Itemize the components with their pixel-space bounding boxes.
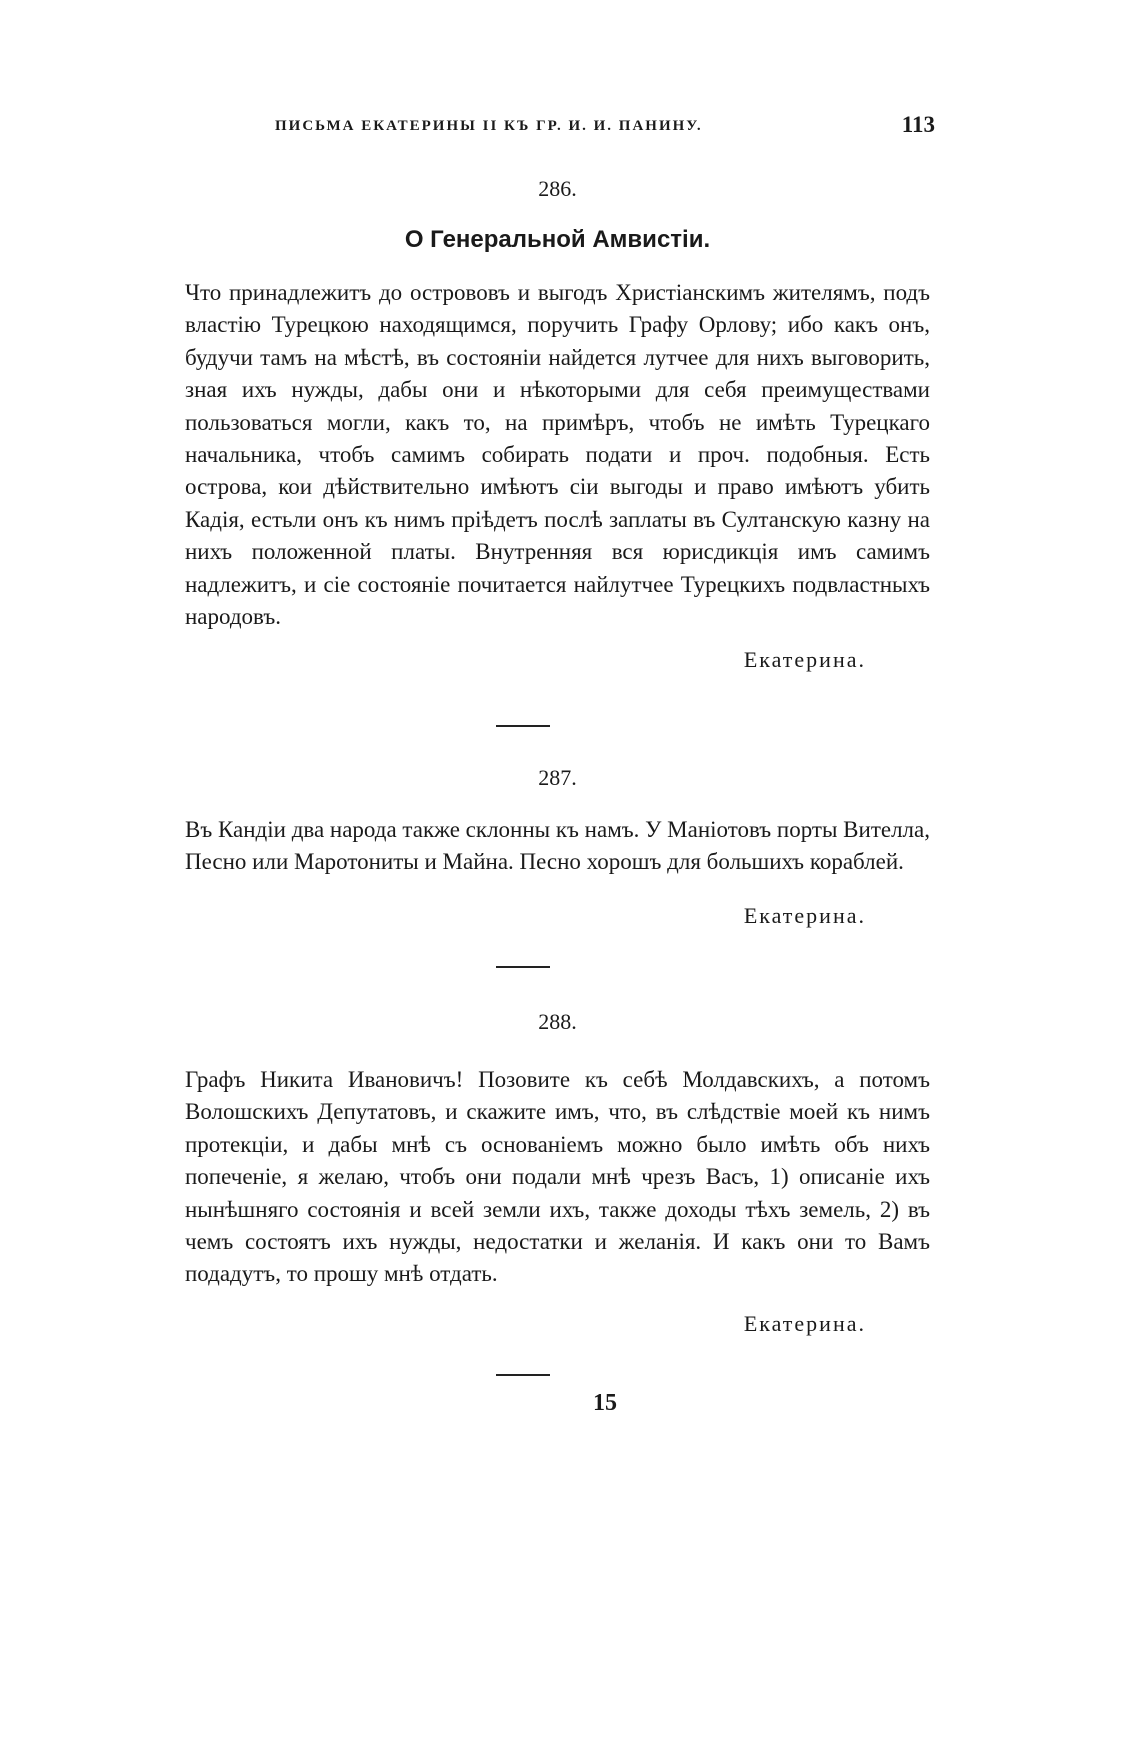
- letter-body: Что принадлежитъ до острововъ и выгодъ Христіанскимъ жителямъ, подъ властію Турецкою находящимся, поручить Графу Орлову; ибо какъ онъ, будучи тамъ на мѣстѣ, въ состояніи найдется лутчее для нихъ выговорить, зная ихъ нужды, дабы они и нѣкоторыми для себя преимуществами пользоваться могли, какъ то, на примѣръ, чтобъ не имѣть Турецкаго начальника, чтобъ самимъ собирать подати и проч. подобныя. Есть острова, кои дѣйствительно имѣютъ сіи выгоды и право имѣютъ убить Кадія, естьли онъ къ нимъ пріѣдетъ послѣ заплаты въ Султанскую казну на нихъ положенной платы. Внутренняя вся юрисдикція имъ самимъ надлежитъ, и сіе состояніе почитается найлутчее Турецкихъ подвластныхъ народовъ.: [185, 280, 930, 630]
- printer-signature-mark: 15: [593, 1390, 617, 1416]
- section-rule: [496, 725, 550, 727]
- signature: Екатерина.: [743, 647, 866, 673]
- letter-287: [185, 764, 930, 931]
- letter-286: [185, 175, 930, 675]
- running-title: ПИСЬМА ЕКАТЕРИНЫ II КЪ ГР. И. И. ПАНИНУ.: [275, 118, 703, 134]
- letter-number: 288.: [538, 1009, 577, 1034]
- signature: Екатерина.: [743, 902, 866, 928]
- signature: Екатерина.: [743, 1310, 866, 1336]
- section-rule: [496, 966, 550, 968]
- section-rule: [496, 1374, 550, 1376]
- letter-288: [185, 1008, 930, 1339]
- running-head: [275, 112, 935, 142]
- letter-heading: О Генеральной Амвистіи.: [404, 226, 711, 253]
- page-number: 113: [901, 112, 935, 137]
- letter-number: 287.: [538, 765, 577, 790]
- letter-body: Графъ Никита Ивановичъ! Позовите къ себѣ Молдавскихъ, а потомъ Волошскихъ Депутатовъ, и скажите имъ, что, въ слѣдствіе моей къ нимъ протекціи, и дабы мнѣ съ основаніемъ можно было имѣть объ нихъ попеченіе, я желаю, чтобъ они подали мнѣ чрезъ Васъ, 1) описаніе ихъ нынѣшняго состоянія и всей земли ихъ, также доходы тѣхъ земель, 2) въ чемъ состоятъ ихъ нужды, недостатки и желанія. И какъ они то Вамъ подадутъ, то прошу мнѣ отдать.: [185, 1067, 930, 1287]
- letter-number: 286.: [538, 176, 577, 201]
- letter-body: Въ Кандіи два народа также склонны къ намъ. У Маніотовъ порты Вителла, Песно или Маротониты и Майна. Песно хорошъ для большихъ кораблей.: [185, 817, 930, 875]
